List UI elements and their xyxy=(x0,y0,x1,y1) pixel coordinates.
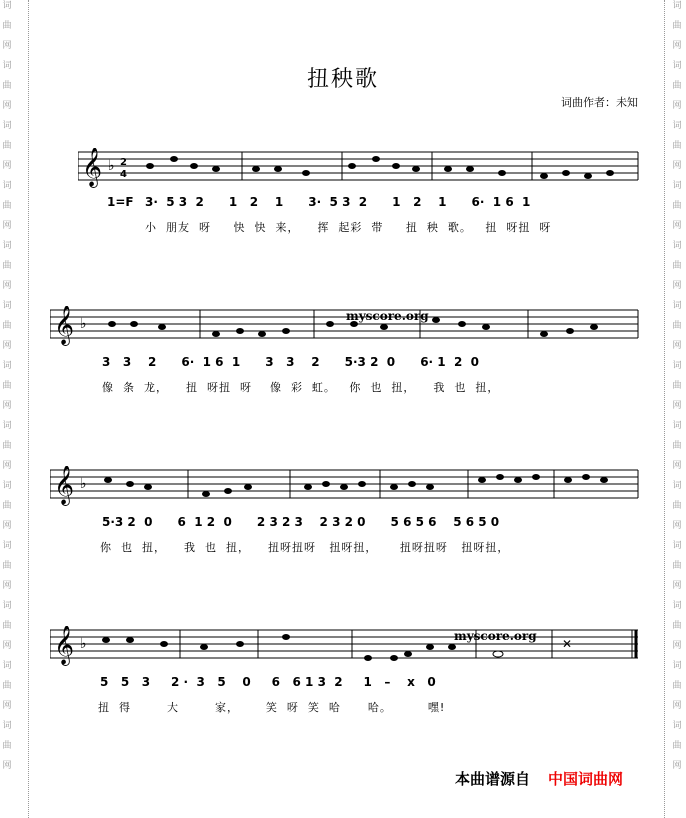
svg-text:♭: ♭ xyxy=(80,476,87,492)
side-mark: 词 xyxy=(672,661,682,671)
side-mark: 曲 xyxy=(672,201,682,211)
side-mark: 词 xyxy=(2,481,12,491)
side-mark: 词 xyxy=(2,421,12,431)
side-mark: 曲 xyxy=(2,201,12,211)
side-mark: 曲 xyxy=(2,261,12,271)
side-mark: 词 xyxy=(2,181,12,191)
side-mark: 曲 xyxy=(672,681,682,691)
side-mark: 网 xyxy=(672,701,682,711)
side-mark: 词 xyxy=(672,541,682,551)
left-border xyxy=(14,0,29,818)
side-mark: 词 xyxy=(672,181,682,191)
song-title: 扭秧歌 xyxy=(306,67,379,92)
side-mark: 曲 xyxy=(2,561,12,571)
side-mark: 网 xyxy=(2,461,12,471)
side-mark: 曲 xyxy=(2,21,12,31)
side-mark: 曲 xyxy=(672,141,682,151)
right-side-watermark xyxy=(670,0,684,780)
side-mark: 曲 xyxy=(672,741,682,751)
svg-text:♭: ♭ xyxy=(80,316,87,332)
svg-text:𝄞: 𝄞 xyxy=(54,466,75,505)
side-mark: 曲 xyxy=(2,621,12,631)
jianpu-line-3: 5·3 2 0 6 1 2 0 2 3 2 3 2 3 2 0 5 6 5 6 5 6 5 0 xyxy=(102,515,500,529)
jianpu-line-4: 5 5 3 2 · 3 5 0 6 6 1 3 2 1 – x 0 xyxy=(100,675,436,689)
side-mark: 曲 xyxy=(2,681,12,691)
side-mark: 词 xyxy=(672,601,682,611)
side-mark: 网 xyxy=(672,41,682,51)
side-mark: 网 xyxy=(672,101,682,111)
watermark-2: myscore.org xyxy=(454,629,537,643)
side-mark: 词 xyxy=(672,1,682,11)
source-label: 本曲谱源自 xyxy=(455,770,531,788)
staff-system-3 xyxy=(50,466,644,506)
side-mark: 曲 xyxy=(672,381,682,391)
key-signature: 1=F xyxy=(107,195,134,209)
side-mark: 曲 xyxy=(2,81,12,91)
left-side-watermark xyxy=(0,0,14,780)
side-mark: 词 xyxy=(2,541,12,551)
source-link[interactable]: 中国词曲网 xyxy=(548,770,624,788)
svg-text:𝄞: 𝄞 xyxy=(82,148,103,187)
side-mark: 网 xyxy=(672,401,682,411)
side-mark: 词 xyxy=(2,241,12,251)
side-mark: 词 xyxy=(672,721,682,731)
time-sig-top: 2 xyxy=(120,157,127,168)
side-mark: 词 xyxy=(672,301,682,311)
side-mark: 词 xyxy=(672,481,682,491)
watermark-1: myscore.org xyxy=(346,309,429,323)
side-mark: 网 xyxy=(672,641,682,651)
side-mark: 网 xyxy=(2,521,12,531)
side-mark: 网 xyxy=(672,761,682,771)
side-mark: 词 xyxy=(672,121,682,131)
side-mark: 网 xyxy=(672,221,682,231)
side-mark: 网 xyxy=(672,281,682,291)
side-mark: 词 xyxy=(2,361,12,371)
side-mark: 网 xyxy=(672,461,682,471)
side-mark: 曲 xyxy=(2,741,12,751)
side-mark: 曲 xyxy=(2,321,12,331)
side-mark: 曲 xyxy=(2,501,12,511)
svg-text:𝄞: 𝄞 xyxy=(54,306,75,345)
side-mark: 曲 xyxy=(672,501,682,511)
side-mark: 网 xyxy=(672,161,682,171)
side-mark: 网 xyxy=(2,281,12,291)
side-mark: 曲 xyxy=(672,81,682,91)
side-mark: 曲 xyxy=(672,321,682,331)
side-mark: 网 xyxy=(2,641,12,651)
svg-text:♭: ♭ xyxy=(80,636,87,652)
lyrics-line-3: 你 也 扭， 我 也 扭， 扭呀扭呀 扭呀扭， 扭呀扭呀 扭呀扭， xyxy=(100,541,510,554)
side-mark: 词 xyxy=(2,301,12,311)
side-mark: 网 xyxy=(2,341,12,351)
side-mark: 词 xyxy=(2,61,12,71)
side-mark: 曲 xyxy=(672,21,682,31)
staff-system-4 xyxy=(50,626,644,666)
source-footer xyxy=(455,768,623,789)
side-mark: 网 xyxy=(2,401,12,411)
lyrics-line-1: 小 朋友 呀 快 快 来， 挥 起彩 带 扭 秧 歌。 扭 呀扭 呀 xyxy=(145,221,552,234)
svg-text:♭: ♭ xyxy=(108,158,115,174)
jianpu-line-2: 3 3 2 6· 1 6 1 3 3 2 5·3 2 0 6· 1 2 0 xyxy=(102,355,480,369)
side-mark: 曲 xyxy=(672,621,682,631)
jianpu-line-1: 3· 5 3 2 1 2 1 3· 5 3 2 1 2 1 6· 1 6 1 xyxy=(145,195,531,209)
side-mark: 词 xyxy=(2,601,12,611)
side-mark: 网 xyxy=(672,581,682,591)
svg-text:✕: ✕ xyxy=(562,637,573,651)
side-mark: 网 xyxy=(2,41,12,51)
staff-system-1 xyxy=(78,148,644,188)
lyrics-line-2: 像 条 龙， 扭 呀扭 呀 像 彩 虹。 你 也 扭， 我 也 扭， xyxy=(102,381,500,394)
side-mark: 网 xyxy=(672,341,682,351)
side-mark: 词 xyxy=(672,241,682,251)
side-mark: 网 xyxy=(2,581,12,591)
side-mark: 曲 xyxy=(2,141,12,151)
side-mark: 网 xyxy=(2,701,12,711)
side-mark: 网 xyxy=(2,101,12,111)
side-mark: 词 xyxy=(2,721,12,731)
time-sig-bottom: 4 xyxy=(120,169,127,180)
side-mark: 词 xyxy=(2,661,12,671)
composer-credit: 词曲作者：未知 xyxy=(561,96,638,109)
svg-text:𝄞: 𝄞 xyxy=(54,626,75,665)
side-mark: 曲 xyxy=(672,441,682,451)
side-mark: 网 xyxy=(672,521,682,531)
side-mark: 曲 xyxy=(672,561,682,571)
side-mark: 词 xyxy=(672,421,682,431)
side-mark: 网 xyxy=(2,761,12,771)
side-mark: 词 xyxy=(672,61,682,71)
side-mark: 词 xyxy=(672,361,682,371)
side-mark: 曲 xyxy=(2,381,12,391)
side-mark: 曲 xyxy=(672,261,682,271)
side-mark: 网 xyxy=(2,221,12,231)
side-mark: 词 xyxy=(2,1,12,11)
side-mark: 词 xyxy=(2,121,12,131)
side-mark: 网 xyxy=(2,161,12,171)
side-mark: 曲 xyxy=(2,441,12,451)
lyrics-line-4: 扭 得 大 家， 笑 呀 笑 哈 哈。 嘿! xyxy=(98,701,446,714)
